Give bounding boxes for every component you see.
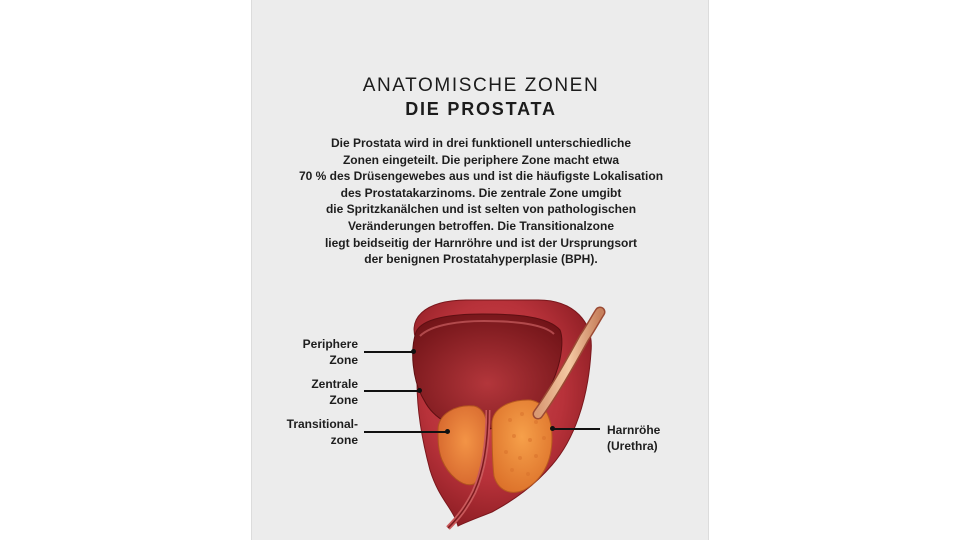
description-line: des Prostatakarzinoms. Die zentrale Zone umgibt	[340, 185, 622, 200]
heading-supertitle: ANATOMISCHE ZONEN	[362, 75, 600, 96]
description-line: Die Prostata wird in drei funktionell unterschiedliche	[330, 136, 632, 150]
label-line: Transitional-	[286, 417, 358, 431]
description-line: liegt beidseitig der Harnröhre und ist der Ursprungsort	[324, 235, 638, 250]
info-sheet	[251, 0, 709, 540]
description-line: der benignen Prostatahyperplasie (BPH).	[364, 252, 598, 267]
prostate-illustration	[252, 0, 710, 540]
leader-line-peripheral	[364, 351, 414, 353]
label-line: (Urethra)	[607, 439, 658, 453]
description-line: Veränderungen betroffen. Die Transitionalzone	[347, 218, 615, 233]
label-line: Harnröhe	[607, 423, 661, 437]
marker-dot-central	[417, 388, 422, 393]
label-central-zone	[282, 376, 358, 408]
marker-dot-transitional	[445, 429, 450, 434]
label-line: zone	[330, 433, 358, 447]
leader-line-central	[364, 390, 420, 392]
marker-dot-peripheral	[411, 349, 416, 354]
label-transitional-zone	[272, 416, 358, 448]
label-urethra	[607, 422, 660, 454]
label-peripheral-zone	[282, 336, 358, 368]
leader-line-transitional	[364, 431, 448, 433]
label-line: Zone	[329, 393, 358, 407]
description-line: 70 % des Drüsengewebes aus und ist die häufigste Lokalisation	[298, 169, 664, 184]
description-line: Zonen eingeteilt. Die periphere Zone macht etwa	[342, 152, 620, 167]
description-line: die Spritzkanälchen und ist selten von pathologischen	[325, 202, 637, 217]
heading-title: DIE PROSTATA	[405, 99, 557, 119]
label-line: Zentrale	[311, 377, 358, 391]
label-line: Zone	[329, 353, 358, 367]
leader-line-urethra	[554, 428, 600, 430]
label-line: Periphere	[302, 337, 358, 351]
